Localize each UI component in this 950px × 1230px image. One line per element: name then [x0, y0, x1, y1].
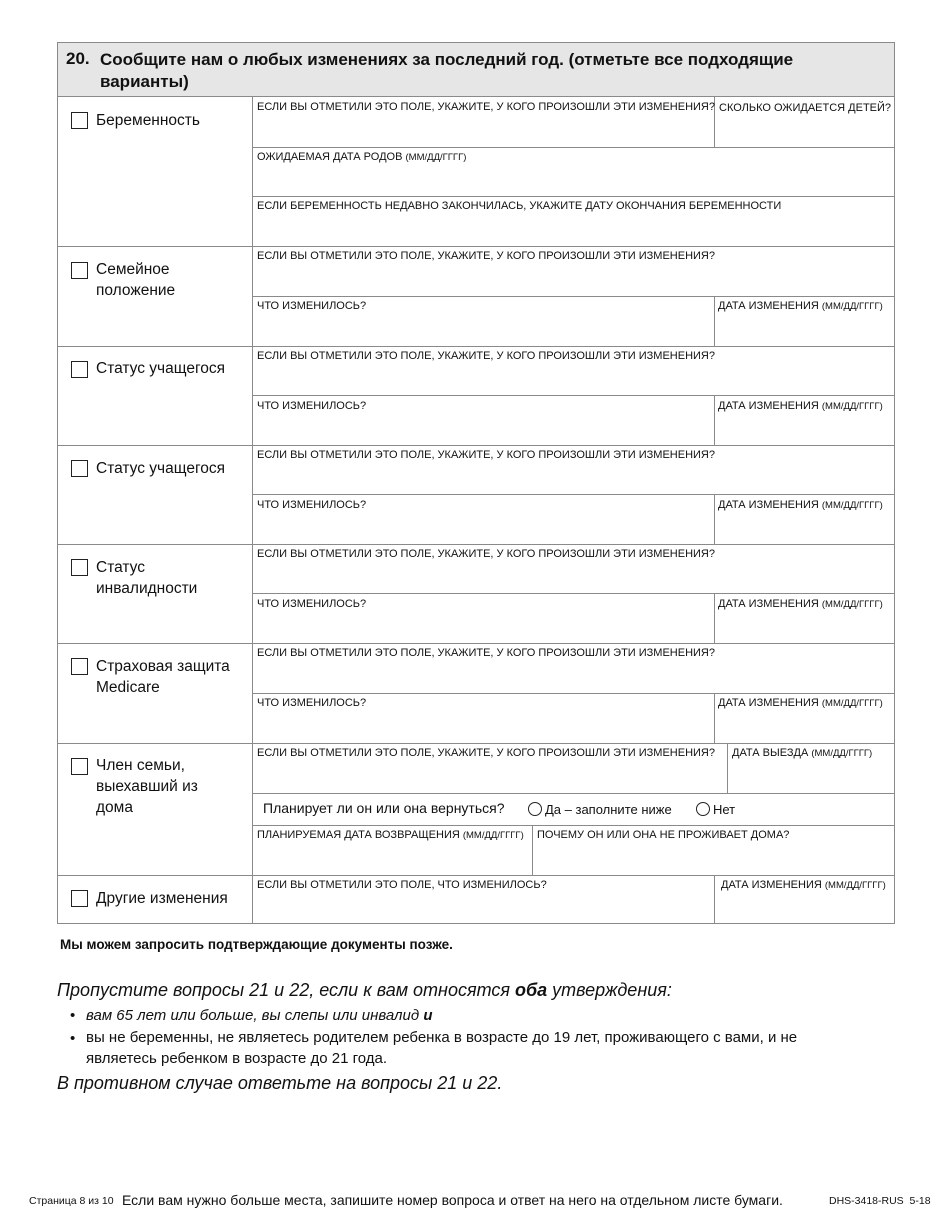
- student2-checkbox[interactable]: [71, 460, 88, 477]
- pregnancy-who-field[interactable]: [253, 98, 713, 146]
- marital-checkbox[interactable]: [71, 262, 88, 279]
- moved-out-label: Член семьи, выехавший из дома: [96, 757, 198, 816]
- marital-date-label: ДАТА ИЗМЕНЕНИЯ (ММ/ДД/ГГГГ): [718, 300, 883, 312]
- student1-who-label: ЕСЛИ ВЫ ОТМЕТИЛИ ЭТО ПОЛЕ, УКАЖИТЕ, У КОГО ПРОИЗОШЛИ ЭТИ ИЗМЕНЕНИЯ?: [257, 350, 715, 362]
- disability-what-field[interactable]: [253, 594, 713, 642]
- plan-return-no-radio[interactable]: [696, 802, 710, 816]
- moved-out-who-field[interactable]: [253, 744, 726, 792]
- student2-what-field[interactable]: [253, 495, 713, 543]
- disability-checkbox[interactable]: [71, 559, 88, 576]
- disability-label: Статус инвалидности: [96, 559, 198, 597]
- student1-what-label: ЧТО ИЗМЕНИЛОСЬ?: [257, 400, 367, 412]
- student2-what-label: ЧТО ИЗМЕНИЛОСЬ?: [257, 499, 367, 511]
- pregnancy-kids-label: СКОЛЬКО ОЖИДАЕТСЯ ДЕТЕЙ?: [719, 102, 892, 114]
- skip-condition-1: вам 65 лет или больше, вы слепы или инвалид и: [86, 1007, 433, 1024]
- student2-who-label: ЕСЛИ ВЫ ОТМЕТИЛИ ЭТО ПОЛЕ, УКАЖИТЕ, У КОГО ПРОИЗОШЛИ ЭТИ ИЗМЕНЕНИЯ?: [257, 449, 715, 461]
- medicare-what-label: ЧТО ИЗМЕНИЛОСЬ?: [257, 697, 367, 709]
- student1-label: Статус учащегося: [96, 360, 226, 377]
- more-space-note: Если вам нужно больше места, запишите номер вопроса и ответ на него на отдельном листе бумаги.: [122, 1192, 783, 1208]
- other-what-field[interactable]: [253, 876, 713, 923]
- return-date-label: ПЛАНИРУЕМАЯ ДАТА ВОЗВРАЩЕНИЯ (ММ/ДД/ГГГГ): [257, 829, 524, 841]
- student2-date-label: ДАТА ИЗМЕНЕНИЯ (ММ/ДД/ГГГГ): [718, 499, 883, 511]
- plan-return-yes-radio[interactable]: [528, 802, 542, 816]
- medicare-label: Страховая защита Medicare: [96, 658, 230, 696]
- pregnancy-who-label: ЕСЛИ ВЫ ОТМЕТИЛИ ЭТО ПОЛЕ, УКАЖИТЕ, У КОГО ПРОИЗОШЛИ ЭТИ ИЗМЕНЕНИЯ?: [257, 101, 715, 113]
- student1-checkbox[interactable]: [71, 361, 88, 378]
- other-what-label: ЕСЛИ ВЫ ОТМЕТИЛИ ЭТО ПОЛЕ, ЧТО ИЗМЕНИЛОСЬ?: [257, 879, 547, 891]
- pregnancy-kids-field[interactable]: [715, 98, 894, 146]
- otherwise-instruction: В противном случае ответьте на вопросы 21 и 22.: [57, 1073, 503, 1093]
- pregnancy-ended-label: ЕСЛИ БЕРЕМЕННОСТЬ НЕДАВНО ЗАКОНЧИЛАСЬ, УКАЖИТЕ ДАТУ ОКОНЧАНИЯ БЕРЕМЕННОСТИ: [257, 200, 782, 212]
- other-checkbox[interactable]: [71, 890, 88, 907]
- plan-return-yes-label: Да – заполните ниже: [545, 802, 672, 817]
- pregnancy-due-label: ОЖИДАЕМАЯ ДАТА РОДОВ (ММ/ДД/ГГГГ): [257, 151, 467, 163]
- marital-what-label: ЧТО ИЗМЕНИЛОСЬ?: [257, 300, 367, 312]
- move-out-date-label: ДАТА ВЫЕЗДА (ММ/ДД/ГГГГ): [732, 747, 873, 759]
- other-date-field[interactable]: [715, 876, 894, 923]
- disability-what-label: ЧТО ИЗМЕНИЛОСЬ?: [257, 598, 367, 610]
- marital-label: Семейное положение: [96, 261, 176, 299]
- pregnancy-checkbox[interactable]: [71, 112, 88, 129]
- student1-who-field[interactable]: [253, 347, 894, 394]
- moved-out-checkbox[interactable]: [71, 758, 88, 775]
- disability-date-label: ДАТА ИЗМЕНЕНИЯ (ММ/ДД/ГГГГ): [718, 598, 883, 610]
- move-out-date-field[interactable]: [728, 744, 894, 792]
- bullet-marker: •: [70, 1007, 76, 1024]
- disability-who-field[interactable]: [253, 545, 894, 592]
- marital-date-field[interactable]: [715, 297, 894, 345]
- pregnancy-due-field[interactable]: [253, 148, 894, 195]
- plan-return-no-label: Нет: [713, 802, 736, 817]
- why-not-home-label: ПОЧЕМУ ОН ИЛИ ОНА НЕ ПРОЖИВАЕТ ДОМА?: [537, 829, 790, 841]
- disability-who-label: ЕСЛИ ВЫ ОТМЕТИЛИ ЭТО ПОЛЕ, УКАЖИТЕ, У КОГО ПРОИЗОШЛИ ЭТИ ИЗМЕНЕНИЯ?: [257, 548, 715, 560]
- student2-who-field[interactable]: [253, 446, 894, 493]
- pregnancy-label: Беременность: [96, 112, 200, 129]
- student2-label: Статус учащегося: [96, 460, 226, 477]
- medicare-who-field[interactable]: [253, 644, 894, 692]
- other-label: Другие изменения: [96, 890, 228, 907]
- question-title: Сообщите нам о любых изменениях за последний год. (отметьте все подходящие варианты): [100, 50, 794, 91]
- moved-out-who-label: ЕСЛИ ВЫ ОТМЕТИЛИ ЭТО ПОЛЕ, УКАЖИТЕ, У КОГО ПРОИЗОШЛИ ЭТИ ИЗМЕНЕНИЯ?: [257, 747, 715, 759]
- skip-instruction: Пропустите вопросы 21 и 22, если к вам относятся оба утверждения:: [57, 980, 672, 1000]
- question-header: [57, 42, 895, 97]
- documents-note: Мы можем запросить подтверждающие документы позже.: [60, 937, 453, 952]
- medicare-checkbox[interactable]: [71, 658, 88, 675]
- skip-condition-2: вы не беременны, не являетесь родителем ребенка в возрасте до 19 лет, проживающего с вами, и не являетесь ребенком в возрасте до 21 года.: [86, 1029, 798, 1067]
- form-id: DHS-3418-RUS 5-18: [829, 1195, 931, 1207]
- bullet-marker: •: [70, 1030, 76, 1047]
- marital-what-field[interactable]: [253, 297, 713, 345]
- medicare-date-field[interactable]: [715, 694, 894, 742]
- other-date-label: ДАТА ИЗМЕНЕНИЯ (ММ/ДД/ГГГГ): [721, 879, 886, 891]
- why-not-home-field[interactable]: [533, 826, 894, 874]
- student1-what-field[interactable]: [253, 396, 713, 444]
- medicare-what-field[interactable]: [253, 694, 713, 742]
- question-number: 20.: [66, 49, 90, 68]
- marital-who-label: ЕСЛИ ВЫ ОТМЕТИЛИ ЭТО ПОЛЕ, УКАЖИТЕ, У КОГО ПРОИЗОШЛИ ЭТИ ИЗМЕНЕНИЯ?: [257, 250, 715, 262]
- student2-date-field[interactable]: [715, 495, 894, 543]
- marital-who-field[interactable]: [253, 247, 894, 295]
- return-date-field[interactable]: [253, 826, 531, 874]
- medicare-date-label: ДАТА ИЗМЕНЕНИЯ (ММ/ДД/ГГГГ): [718, 697, 883, 709]
- pregnancy-ended-field[interactable]: [253, 197, 894, 245]
- student1-date-field[interactable]: [715, 396, 894, 444]
- medicare-who-label: ЕСЛИ ВЫ ОТМЕТИЛИ ЭТО ПОЛЕ, УКАЖИТЕ, У КОГО ПРОИЗОШЛИ ЭТИ ИЗМЕНЕНИЯ?: [257, 647, 715, 659]
- disability-date-field[interactable]: [715, 594, 894, 642]
- page-number: Страница 8 из 10: [29, 1195, 114, 1207]
- plan-return-question: Планирует ли он или она вернуться?: [263, 800, 505, 816]
- row-divider: [252, 793, 895, 794]
- student1-date-label: ДАТА ИЗМЕНЕНИЯ (ММ/ДД/ГГГГ): [718, 400, 883, 412]
